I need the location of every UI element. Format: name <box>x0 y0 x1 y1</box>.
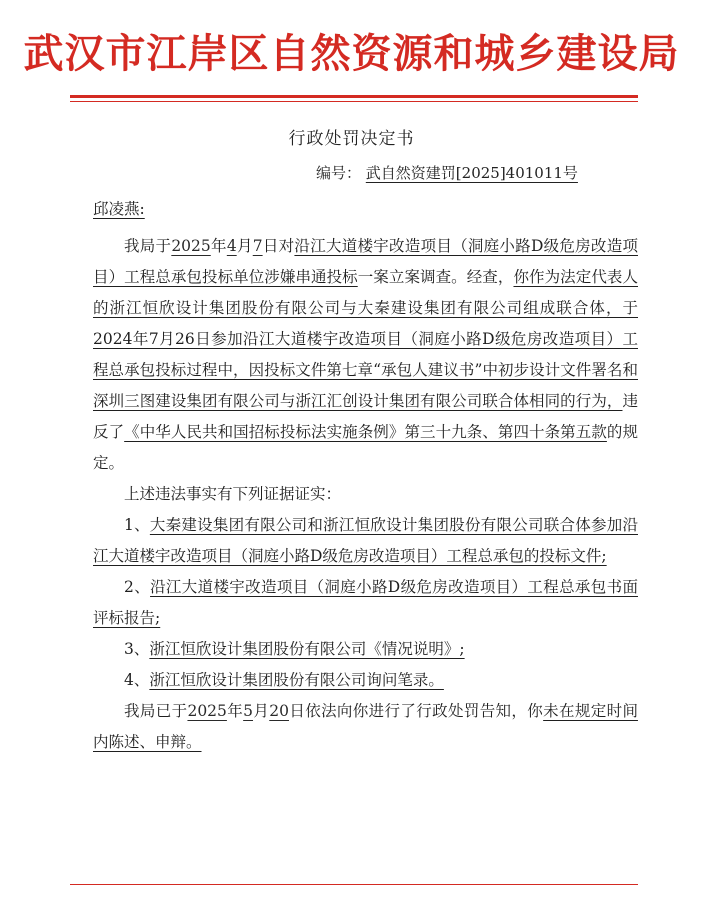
p2-tail: 未在规定时间内陈述、申辩。 <box>93 702 638 751</box>
masthead-rule-thick <box>70 95 638 98</box>
evidence-num: 3、 <box>124 640 150 658</box>
p2-text-3: 月 <box>253 702 270 720</box>
p1-law-citation: 《中华人民共和国招标投标法实施条例》第三十九条、第四十条第五款 <box>124 423 607 441</box>
evidence-text: 浙江恒欣设计集团股份有限公司《情况说明》; <box>149 640 465 658</box>
evidence-text: 沿江大道楼宇改造项目（洞庭小路D级危房改造项目）工程总承包书面评标报告; <box>93 578 638 627</box>
p2-text-1: 我局已于 <box>124 702 188 720</box>
p1-day: 7 <box>252 237 263 255</box>
footer-rule <box>70 884 638 885</box>
evidence-num: 1、 <box>124 516 150 534</box>
p1-text-6: 违反了 <box>93 392 638 441</box>
p1-text-2: 年 <box>210 237 227 255</box>
p1-text-1: 我局于 <box>124 237 172 255</box>
evidence-num: 2、 <box>124 578 151 596</box>
evidence-item <box>93 665 638 696</box>
paragraph-case-facts <box>93 231 638 479</box>
evidence-text: 浙江恒欣设计集团股份有限公司询问笔录。 <box>149 671 444 689</box>
p1-text-4: 日对 <box>262 237 295 255</box>
p2-day: 20 <box>269 702 289 720</box>
evidence-num: 4、 <box>124 671 150 689</box>
agency-masthead: 武汉市江岸区自然资源和城乡建设局 <box>23 30 680 77</box>
document-title: 行政处罚决定书 <box>288 129 415 149</box>
p1-text-5: 一案立案调查。经查， <box>357 268 514 286</box>
masthead-rule-thin <box>70 101 638 102</box>
p2-text-2: 年 <box>226 702 244 720</box>
recipient <box>93 194 638 225</box>
evidence-item <box>93 572 638 634</box>
p2-text-4: 日依法向你进行了行政处罚告知，你 <box>288 702 544 720</box>
p2-month: 5 <box>243 702 254 720</box>
evidence-text: 大秦建设集团有限公司和浙江恒欣设计集团股份有限公司联合体参加沿江大道楼宇改造项目（洞庭小路D级危房改造项目）工程总承包的投标文件; <box>93 516 638 565</box>
document-number-value: 武自然资建罚[2025]401011号 <box>365 164 578 182</box>
document-body <box>93 194 638 758</box>
p1-facts: 你作为法定代表人的浙江恒欣设计集团股份有限公司与大秦建设集团有限公司组成联合体，于2024年7月26日参加沿江大道楼宇改造项目（洞庭小路D级危房改造项目）工程总承包投标过程中，因投标文件第七章“承包人建议书”中初步设计文件署名和深圳三图建设集团有限公司与浙江汇创设计集团有限公司联合体相同的行为， <box>93 268 638 410</box>
document-number-label: 编号： <box>316 164 362 182</box>
document-number <box>316 162 578 183</box>
paragraph-notice <box>93 696 638 758</box>
p1-month: 4 <box>226 237 237 255</box>
evidence-intro: 上述违法事实有下列证据证实： <box>124 485 342 503</box>
evidence-item <box>93 510 638 572</box>
p1-project: 沿江大道楼宇改造项目（洞庭小路D级危房改造项目）工程总承包投标单位涉嫌串通投标 <box>93 237 638 286</box>
evidence-item <box>93 634 638 665</box>
p2-year: 2025 <box>187 702 227 720</box>
p1-year: 2025 <box>171 237 211 255</box>
recipient-name: 邱凌燕: <box>93 200 145 218</box>
p1-text-3: 月 <box>236 237 253 255</box>
p1-text-7: 的规定。 <box>93 423 638 472</box>
